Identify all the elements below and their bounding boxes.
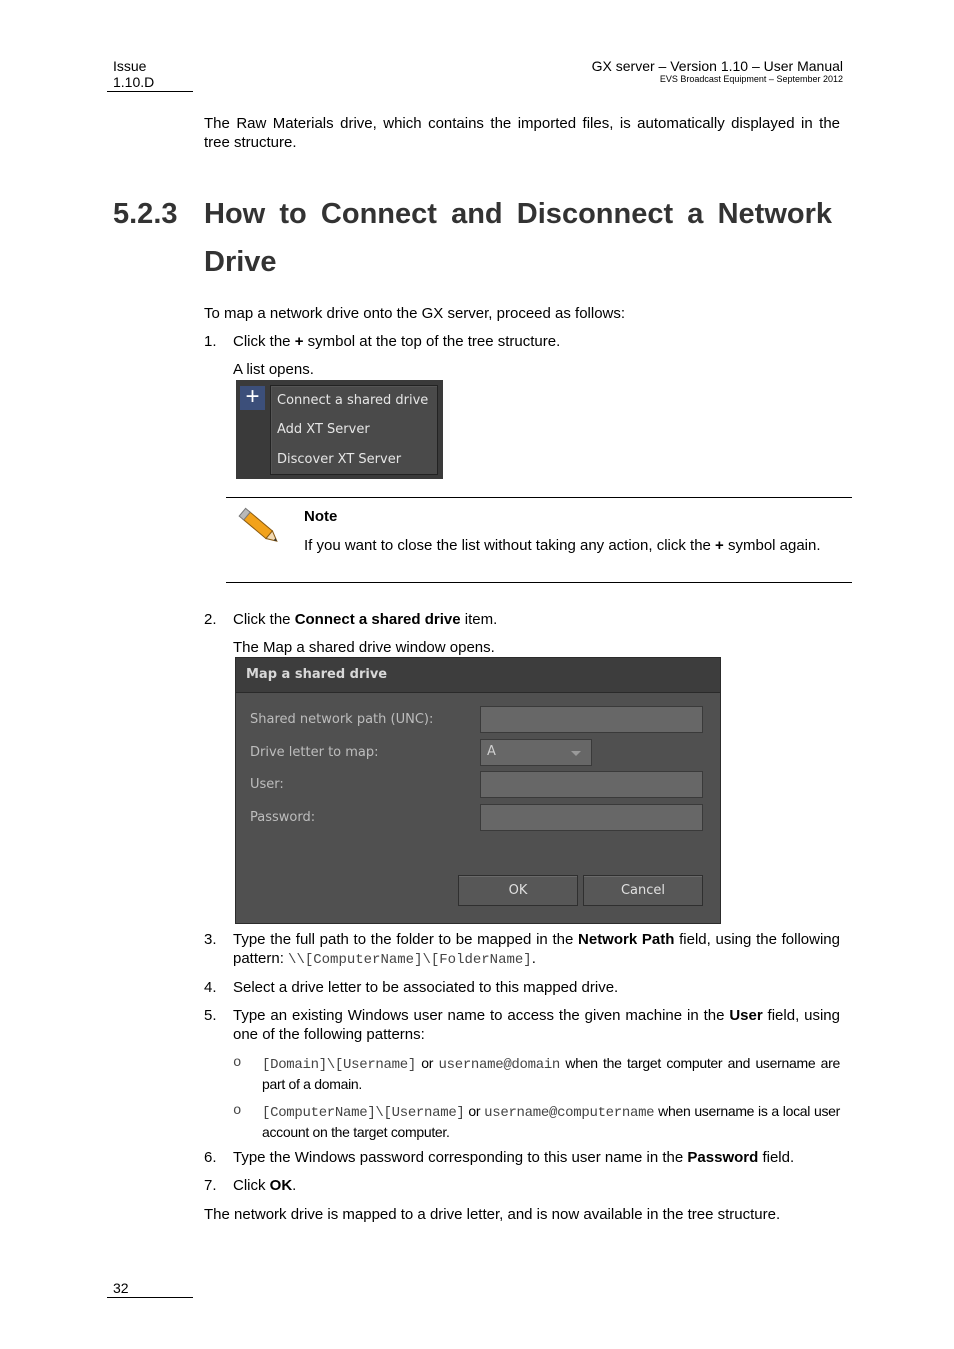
- header-issue-rule: [107, 91, 193, 92]
- step-6-number: 6.: [204, 1149, 217, 1166]
- pattern-2-post: when username is a local user account on the target computer.: [262, 1103, 840, 1140]
- step-5-pre: Type an existing Windows user name to access the given machine in the: [233, 1007, 730, 1024]
- unc-path-input[interactable]: [480, 706, 703, 733]
- step-7-bold: OK: [269, 1177, 293, 1194]
- pattern-2-text: [262, 1102, 840, 1142]
- section-number: 5.2.3: [113, 198, 178, 230]
- pattern-2-bullet: o: [233, 1103, 242, 1119]
- step-3-end: .: [531, 950, 536, 967]
- note-top-rule: [226, 497, 852, 498]
- pattern-1-text: [262, 1054, 840, 1094]
- menu-item-connect-shared-drive[interactable]: Connect a shared drive: [277, 393, 429, 408]
- step-7-text: [233, 1176, 840, 1195]
- menu-screenshot: [236, 380, 443, 479]
- drive-letter-value: A: [487, 744, 496, 759]
- step-1-pre: Click the: [233, 333, 295, 350]
- note-bottom-rule: [226, 582, 852, 583]
- publisher-date: EVS Broadcast Equipment – September 2012: [659, 74, 843, 84]
- header-title-block: [592, 58, 843, 85]
- password-label: Password:: [250, 810, 316, 825]
- note-bold: +: [715, 537, 724, 554]
- step-5-text: [233, 1006, 840, 1044]
- menu-item-discover-xt-server[interactable]: Discover XT Server: [277, 452, 402, 467]
- manual-title: GX server – Version 1.10 – User Manual: [591, 58, 843, 74]
- intro-paragraph: The Raw Materials drive, which contains the imported files, is automatically displayed in the tree structure.: [204, 115, 840, 151]
- pattern-1-mid: or: [415, 1055, 439, 1071]
- pencil-icon: [236, 505, 284, 549]
- footer-rule: [107, 1297, 193, 1298]
- step-3-code: \\[ComputerName]\[FolderName]: [288, 952, 532, 968]
- step-1-bold: +: [294, 333, 304, 350]
- drive-letter-label: Drive letter to map:: [250, 745, 379, 760]
- step-7-post: .: [292, 1177, 297, 1194]
- step-6-bold: Password: [687, 1149, 759, 1166]
- closing-paragraph: The network drive is mapped to a drive letter, and is now available in the tree structure.: [204, 1206, 781, 1223]
- header-issue: [113, 58, 154, 90]
- step-1-result: A list opens.: [233, 361, 314, 378]
- user-input[interactable]: [480, 771, 703, 798]
- note-pre: If you want to close the list without taking any action, click the: [304, 537, 716, 554]
- pattern-1-code2: username@domain: [438, 1057, 561, 1073]
- step-3-number: 3.: [204, 931, 217, 948]
- step-7-pre: Click: [233, 1177, 270, 1194]
- chevron-down-icon: [571, 751, 581, 756]
- step-2-pre: Click the: [233, 611, 295, 628]
- step-5-number: 5.: [204, 1007, 217, 1024]
- step-6-text: [233, 1148, 840, 1167]
- lead-text: To map a network drive onto the GX server, proceed as follows:: [204, 305, 626, 322]
- menu-item-add-xt-server[interactable]: Add XT Server: [277, 422, 370, 437]
- map-shared-drive-dialog: [235, 657, 721, 924]
- cancel-button[interactable]: Cancel: [583, 875, 703, 906]
- issue-label: Issue: [113, 58, 147, 74]
- step-2-bold: Connect a shared drive: [294, 611, 461, 628]
- section-title: How to Connect and Disconnect a Network Drive: [204, 198, 832, 278]
- plus-button[interactable]: +: [240, 386, 265, 410]
- pattern-1-code1: [Domain]\[Username]: [262, 1057, 416, 1073]
- step-5-bold: User: [729, 1007, 763, 1024]
- password-input[interactable]: [480, 804, 703, 831]
- step-3-pre: Type the full path to the folder to be mapped in the: [233, 931, 579, 948]
- step-3-post: field, using the following pattern:: [233, 931, 840, 967]
- dialog-titlebar: [236, 658, 720, 693]
- step-2-text: [233, 610, 840, 629]
- step-3-bold: Network Path: [578, 931, 675, 948]
- issue-number: 1.10.D: [113, 74, 155, 90]
- pattern-2-code2: username@computername: [484, 1105, 655, 1121]
- step-6-pre: Type the Windows password corresponding to this user name in the: [233, 1149, 688, 1166]
- dialog-title: Map a shared drive: [246, 667, 388, 682]
- step-2-result: The Map a shared drive window opens.: [233, 639, 495, 656]
- step-1-post: symbol at the top of the tree structure.: [303, 333, 561, 350]
- pattern-1-bullet: o: [233, 1055, 242, 1071]
- step-5-post: field, using one of the following patterns:: [233, 1007, 840, 1043]
- drive-letter-select[interactable]: [480, 739, 592, 766]
- note-text: [304, 536, 842, 555]
- pattern-2-mid: or: [464, 1103, 485, 1119]
- add-drive-menu: [270, 385, 438, 475]
- step-2-post: item.: [460, 611, 498, 628]
- unc-label: Shared network path (UNC):: [250, 712, 434, 727]
- step-2-number: 2.: [204, 611, 217, 628]
- step-4-number: 4.: [204, 979, 217, 996]
- step-1-number: 1.: [204, 333, 217, 350]
- step-1-text: [233, 332, 840, 351]
- step-7-number: 7.: [204, 1177, 217, 1194]
- note-post: symbol again.: [723, 537, 821, 554]
- page-number: 32: [113, 1280, 129, 1296]
- note-heading: Note: [304, 508, 338, 525]
- step-6-post: field.: [758, 1149, 795, 1166]
- ok-button[interactable]: OK: [458, 875, 578, 906]
- user-label: User:: [250, 777, 284, 792]
- pattern-1-post: when the target computer and username are part of a domain.: [262, 1055, 840, 1092]
- step-4-text: Select a drive letter to be associated to this mapped drive.: [233, 979, 619, 996]
- step-3-text: [233, 930, 840, 970]
- pattern-2-code1: [ComputerName]\[Username]: [262, 1105, 465, 1121]
